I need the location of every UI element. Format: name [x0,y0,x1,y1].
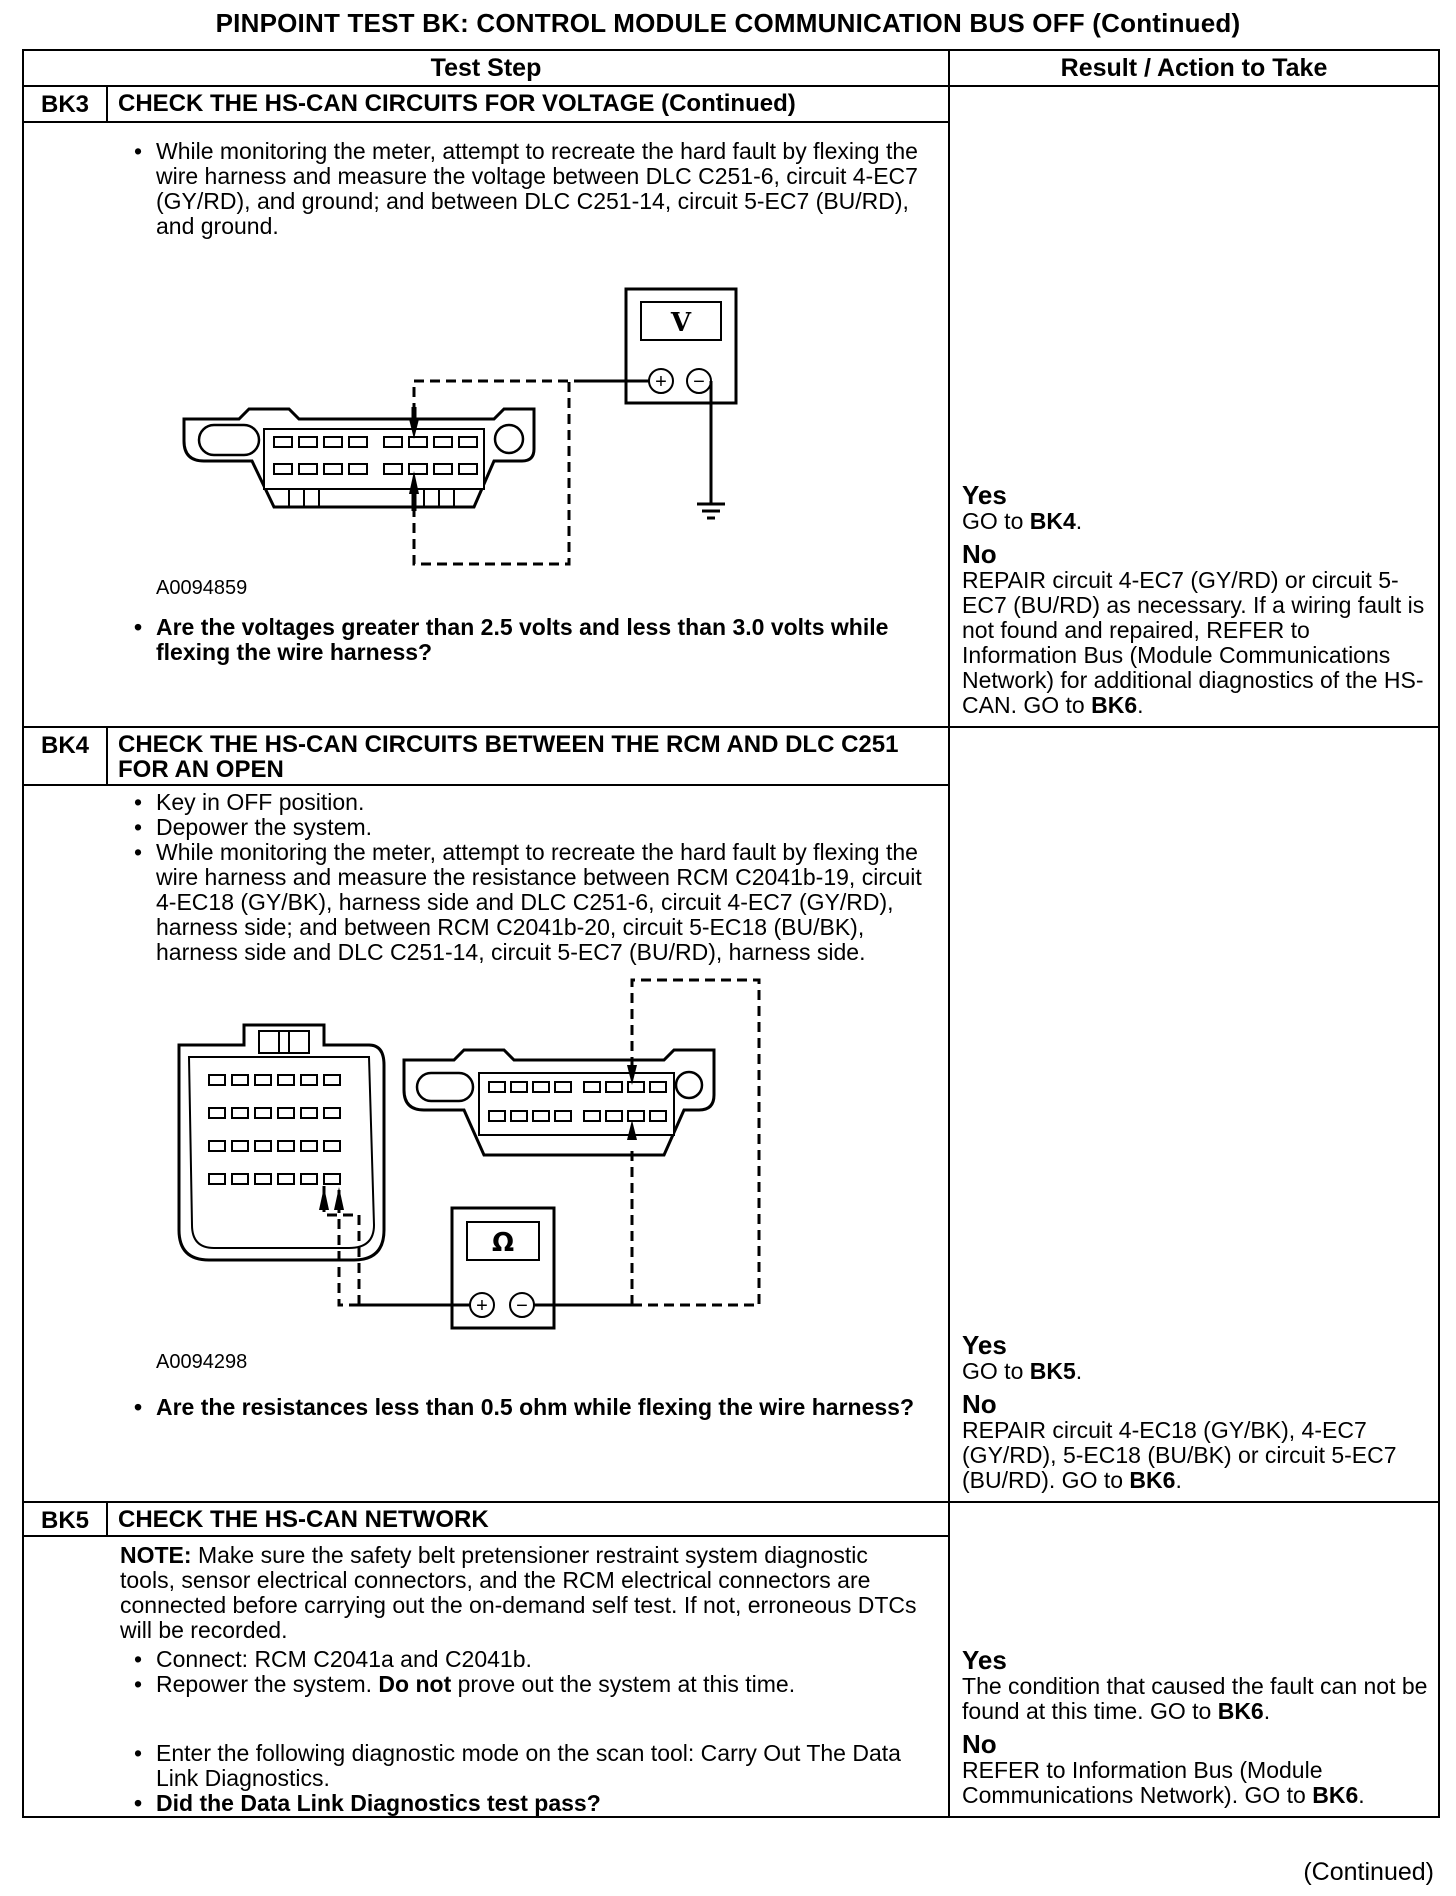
instruction-item: • Enter the following diagnostic mode on the scan tool: Carry Out The Data Link Diagnostics. [24,1741,948,1791]
yes-action [962,1359,1430,1384]
step-heading: CHECK THE HS-CAN CIRCUITS BETWEEN THE RCM AND DLC C251 FOR AN OPEN [107,727,949,785]
instruction-item: • Depower the system. [24,815,948,840]
continued-footer: (Continued) [1303,1858,1434,1886]
question: • Are the voltages greater than 2.5 volts and less than 3.0 volts while flexing the wire harness? [24,615,948,665]
step-heading: CHECK THE HS-CAN NETWORK [107,1502,949,1536]
pinpoint-test-table [22,49,1440,1818]
no-text: REPAIR circuit 4-EC18 (GY/BK), 4-EC7 (GY/RD), 5-EC18 (BU/BK) or circuit 5-EC7 (BU/RD). GO to [962,1417,1397,1493]
step-id: BK3 [23,86,107,122]
step-bk3-body [23,122,949,727]
no-end: . [1358,1782,1365,1808]
step-bk4-heading-row [23,727,1439,785]
figure-id: A0094298 [156,1351,248,1373]
yes-label: Yes [962,480,1007,510]
yes-end: . [1075,1358,1083,1384]
yes-text: GO to [962,1358,1030,1384]
figure-id: A0094859 [156,577,248,599]
instruction-text: Repower the system. [156,1671,379,1697]
no-action [962,1758,1430,1808]
no-text: REFER to Information Bus (Module Communications Network). GO to [962,1757,1323,1808]
step-bk5-body [23,1536,949,1817]
meter-symbol: Ω [491,1228,515,1258]
step-bk4-result [949,727,1439,1502]
yes-action [962,1674,1430,1724]
minus-sign: − [516,1295,528,1317]
yes-action [962,509,1430,534]
instruction-item [24,1672,948,1697]
yes-end: . [1075,508,1083,534]
yes-end: . [1263,1698,1271,1724]
note [24,1543,948,1643]
yes-text: GO to [962,508,1030,534]
no-end: . [1137,692,1144,718]
no-target: BK6 [1312,1782,1359,1808]
note-label: NOTE: [120,1542,192,1568]
no-action [962,1418,1430,1493]
page-title: PINPOINT TEST BK: CONTROL MODULE COMMUNICATION BUS OFF (Continued) [215,8,1241,38]
no-label: No [962,539,997,569]
step-bk5-heading-row [23,1502,1439,1536]
rcm-connector-icon [179,1025,384,1260]
dlc-connector-icon [184,409,534,507]
dlc-connector-icon [404,1050,714,1155]
no-target: BK6 [1129,1467,1176,1493]
no-end: . [1175,1467,1182,1493]
column-header-test-step: Test Step [23,50,949,86]
step-id: BK5 [23,1502,107,1536]
yes-label: Yes [962,1645,1007,1675]
step-heading: CHECK THE HS-CAN CIRCUITS FOR VOLTAGE (Continued) [107,86,949,122]
no-label: No [962,1389,997,1419]
plus-sign: + [476,1295,488,1317]
dlc-voltmeter-diagram [24,239,824,569]
note-text: Make sure the safety belt pretensioner restraint system diagnostic tools, sensor electrical connectors, and the RCM electrical connectors are connected before carrying out the on-demand self test. If not, erroneous DTCs will be recorded. [120,1542,917,1643]
yes-target: BK4 [1029,508,1076,534]
resistance-test-diagram [24,965,948,1375]
step-bk5-result [949,1502,1439,1817]
table-header-row [23,50,1439,86]
question: • Did the Data Link Diagnostics test pass? [24,1791,948,1816]
instruction-item: • While monitoring the meter, attempt to recreate the hard fault by flexing the wire harness and measure the voltage between DLC C251-6, circuit 4-EC7 (GY/RD), and ground; and between DLC C251-14, circuit 5-EC7 (BU/RD), and ground. [24,139,948,239]
step-bk4-body [23,785,949,1502]
instruction-emphasis: Do not [378,1671,452,1697]
column-header-result: Result / Action to Take [949,50,1439,86]
question: • Are the resistances less than 0.5 ohm while flexing the wire harness? [24,1395,948,1420]
step-id: BK4 [23,727,107,785]
meter-symbol: V [670,308,692,338]
instruction-item: • While monitoring the meter, attempt to recreate the hard fault by flexing the wire harness and measure the resistance between RCM C2041b-19, circuit 4-EC18 (GY/BK), harness side and DLC C251-6, circuit 4-EC7 (GY/RD), harness side; and between RCM C2041b-20, circuit 5-EC18 (BU/BK), harness side and DLC C251-14, circuit 5-EC7 (BU/RD), harness side. [24,840,948,965]
instruction-text: prove out the system at this time. [451,1671,796,1697]
yes-target: BK6 [1217,1698,1264,1724]
step-bk3-heading-row [23,86,1439,122]
plus-sign: + [655,371,667,393]
voltage-test-diagram [24,239,948,599]
no-label: No [962,1729,997,1759]
yes-label: Yes [962,1330,1007,1360]
no-action [962,568,1430,718]
step-bk3-result [949,86,1439,727]
no-text: REPAIR circuit 4-EC7 (GY/RD) or circuit 5-EC7 (BU/RD) as necessary. If a wiring fault is not found and repaired, REFER to Information Bus (Module Communications Network) for additional diagnostics of the HS-CAN. GO to [962,567,1425,718]
yes-text: The condition that caused the fault can not be found at this time. GO to [962,1673,1428,1724]
yes-target: BK5 [1029,1358,1076,1384]
rcm-dlc-ohmmeter-diagram [24,965,824,1355]
instruction-item: • Connect: RCM C2041a and C2041b. [24,1647,948,1672]
no-target: BK6 [1091,692,1138,718]
instruction-item: • Key in OFF position. [24,790,948,815]
minus-sign: − [693,371,705,393]
